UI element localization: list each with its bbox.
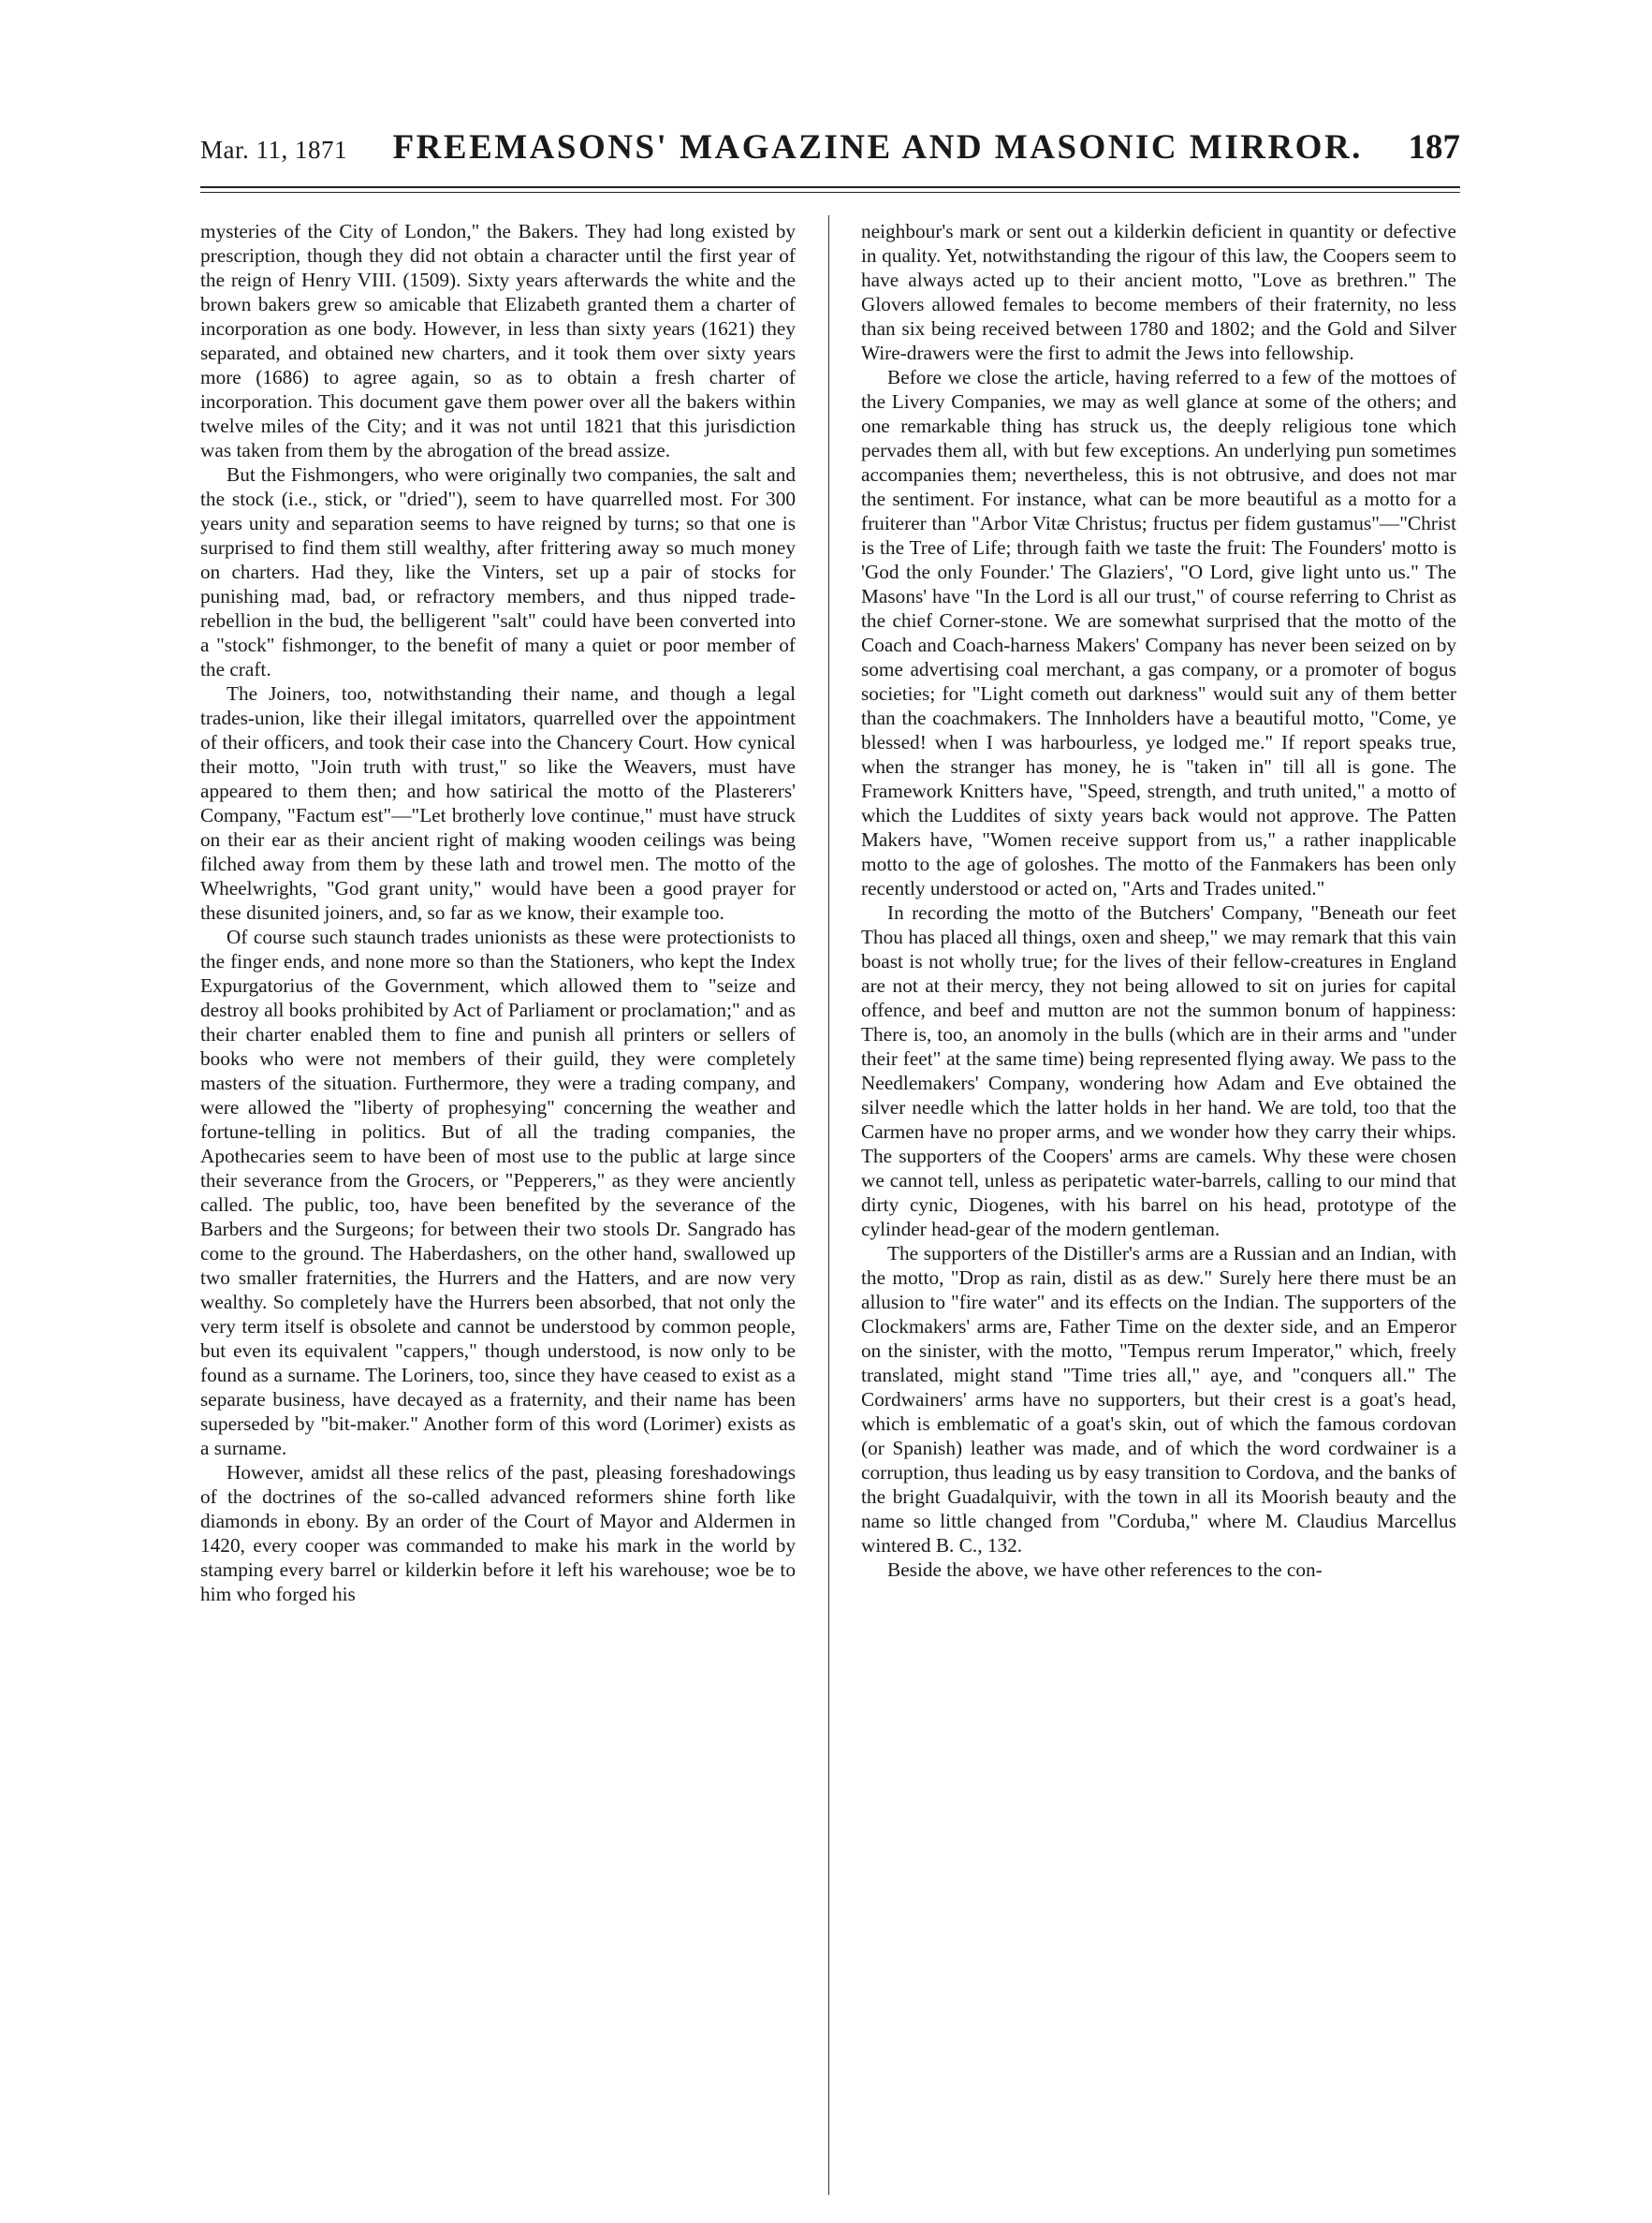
paragraph: However, amidst all these relics of the past, pleasing foreshadowings of the doctrines of the so-called advanced reformers shine forth like diamonds in ebony. By an order of the Court of Mayor and Aldermen in 1420, every cooper was commanded to make his mark in the world by stamping every barrel or kilderkin before it left his warehouse; woe be to him who forged his	[200, 1461, 796, 1605]
right-column	[861, 219, 1456, 2185]
paragraph: neighbour's mark or sent out a kilderkin deficient in quantity or defective in quality. Yet, notwithstanding the rigour of this law, the Coopers seem to have always acted up to their ancient motto, "Love as brethren." The Glovers allowed females to become members of their fraternity, no less than six being received between 1780 and 1802; and the Gold and Silver Wire-drawers were the first to admit the Jews into fellowship.	[861, 220, 1456, 364]
publication-title: FREEMASONS' MAGAZINE AND MASONIC MIRROR.	[392, 128, 1363, 167]
paragraph: The Joiners, too, notwithstanding their name, and though a legal trades-union, like their illegal imitators, quarrelled over the appointment of their officers, and took their case into the Chancery Court. How cynical their motto, "Join truth with trust," so like the Weavers, must have appeared to them then; and how satirical the motto of the Plasterers' Company, "Factum est"—"Let brotherly love continue," must have struck on their ear as their ancient right of making wooden ceilings was being filched away from them by these lath and trowel men. The motto of the Wheelwrights, "God grant unity," would have been a good prayer for these disunited joiners, and, so far as we know, their example too.	[200, 682, 796, 924]
page-number: 187	[1408, 128, 1460, 167]
column-divider	[828, 215, 829, 2195]
paragraph: Beside the above, we have other references to the con-	[887, 1558, 1323, 1581]
paragraph: Before we close the article, having referred to a few of the mottoes of the Livery Companies, we may as well glance at some of the others; and one remarkable thing has struck us, the deeply religious tone which pervades them all, with but few exceptions. An underlying pun sometimes accompanies them; nevertheless, this is not obtrusive, and does not mar the sentiment. For instance, what can be more beautiful as a motto for a fruiterer than "Arbor Vitæ Christus; fructus per fidem gustamus"—"Christ is the Tree of Life; through faith we taste the fruit: The Founders' motto is 'God the only Founder.' The Glaziers', "O Lord, give light unto us." The Masons' have "In the Lord is all our trust," of course referring to Christ as the chief Corner-stone. We are somewhat surprised that the motto of the Coach and Coach-harness Makers' Company has never been seized on by some advertising coal merchant, a gas company, or a promoter of bogus societies; for "Light cometh out darkness" would suit any of them better than the coachmakers. The Innholders have a beautiful motto, "Come, ye blessed! when I was harbourless, ye lodged me." If report speaks true, when the stranger has money, he is "taken in" till all is gone. The Framework Knitters have, "Speed, strength, and truth united," a motto of which the Luddites of sixty years back would not approve. The Patten Makers have, "Women receive support from us," a rather inapplicable motto to the age of goloshes. The motto of the Fanmakers has been only recently understood or acted on, "Arts and Trades united."	[861, 366, 1456, 899]
header-rule-thin	[200, 192, 1460, 193]
issue-date: Mar. 11, 1871	[200, 136, 347, 164]
header-rule-thick	[200, 186, 1460, 188]
paragraph: In recording the motto of the Butchers' Company, "Beneath our feet Thou has placed all things, oxen and sheep," we may remark that this vain boast is not wholly true; for the lives of their fellow-creatures in England are not at their mercy, they not being allowed to sit on juries for capital offence, and beef and mutton are not the summon bonum of happiness: There is, too, an anomoly in the bulls (which are in their arms and "under their feet" at the same time) being represented flying away. We pass to the Needlemakers' Company, wondering how Adam and Eve obtained the silver needle which the latter holds in her hand. We are told, too that the Carmen have no proper arms, and we wonder how they carry their whips. The supporters of the Coopers' arms are camels. Why these were chosen we cannot tell, unless as peripatetic water-barrels, calling to our mind that dirty cynic, Diogenes, with his barrel on his head, prototype of the cylinder head-gear of the modern gentleman.	[861, 901, 1456, 1240]
paragraph: mysteries of the City of London," the Bakers. They had long existed by prescription, though they did not obtain a character until the first year of the reign of Henry VIII. (1509). Sixty years afterwards the white and the brown bakers grew so amicable that Elizabeth granted them a charter of incorporation as one body. However, in less than sixty years (1621) they separated, and obtained new charters, and it took them over sixty years more (1686) to agree again, so as to obtain a fresh charter of incorporation. This document gave them power over all the bakers within twelve miles of the City; and it was not until 1821 that this jurisdiction was taken from them by the abrogation of the bread assize.	[200, 220, 796, 461]
paragraph: The supporters of the Distiller's arms are a Russian and an Indian, with the motto, "Drop as rain, distil as as dew." Surely here there must be an allusion to "fire water" and its effects on the Indian. The supporters of the Clockmakers' arms are, Father Time on the dexter side, and an Emperor on the sinister, with the motto, "Tempus rerum Imperator," which, freely translated, might stand "Time tries all," aye, and "conquers all." The Cordwainers' arms have no supporters, but their crest is a goat's head, which is emblematic of a goat's skin, out of which the famous cordovan (or Spanish) leather was made, and of which the word cordwainer is a corruption, thus leading us by easy transition to Cordova, and the banks of the bright Guadalquivir, with the town in all its Moorish beauty and the name so little changed from "Corduba," where M. Claudius Marcellus wintered B. C., 132.	[861, 1242, 1456, 1557]
paragraph: But the Fishmongers, who were originally two companies, the salt and the stock (i.e., stick, or "dried"), seem to have quarrelled most. For 300 years unity and separation seems to have reigned by turns; so that one is surprised to find them still wealthy, after frittering away so much money on charters. Had they, like the Vinters, set up a pair of stocks for punishing mad, bad, or refractory members, and thus nipped trade-rebellion in the bud, the belligerent "salt" could have been converted into a "stock" fishmonger, to the benefit of many a quiet or poor member of the craft.	[200, 463, 796, 680]
page-header	[200, 127, 1460, 183]
paragraph: Of course such staunch trades unionists as these were protectionists to the finger ends, and none more so than the Stationers, who kept the Index Expurgatorius of the Government, which allowed them to "seize and destroy all books prohibited by Act of Parliament or proclamation;" and as their charter enabled them to fine and punish all printers or sellers of books who were not members of their guild, they were completely masters of the situation. Furthermore, they were a trading company, and were allowed the "liberty of prophesying" concerning the weather and fortune-telling in politics. But of all the trading companies, the Apothecaries seem to have been of most use to the public at large since their severance from the Grocers, or "Pepperers," as they were anciently called. The public, too, have been benefited by the severance of the Barbers and the Surgeons; for between their two stools Dr. Sangrado has come to the ground. The Haberdashers, on the other hand, swallowed up two smaller fraternities, the Hurrers and the Hatters, and are now very wealthy. So completely have the Hurrers been absorbed, that not only the very term itself is obsolete and cannot be understood by common people, but even its equivalent "cappers," though understood, is now only to be found as a surname. The Loriners, too, since they have ceased to exist as a separate business, have decayed as a fraternity, and their name has been superseded by "bit-maker." Another form of this word (Lorimer) exists as a surname.	[200, 926, 796, 1459]
left-column	[200, 219, 796, 2185]
